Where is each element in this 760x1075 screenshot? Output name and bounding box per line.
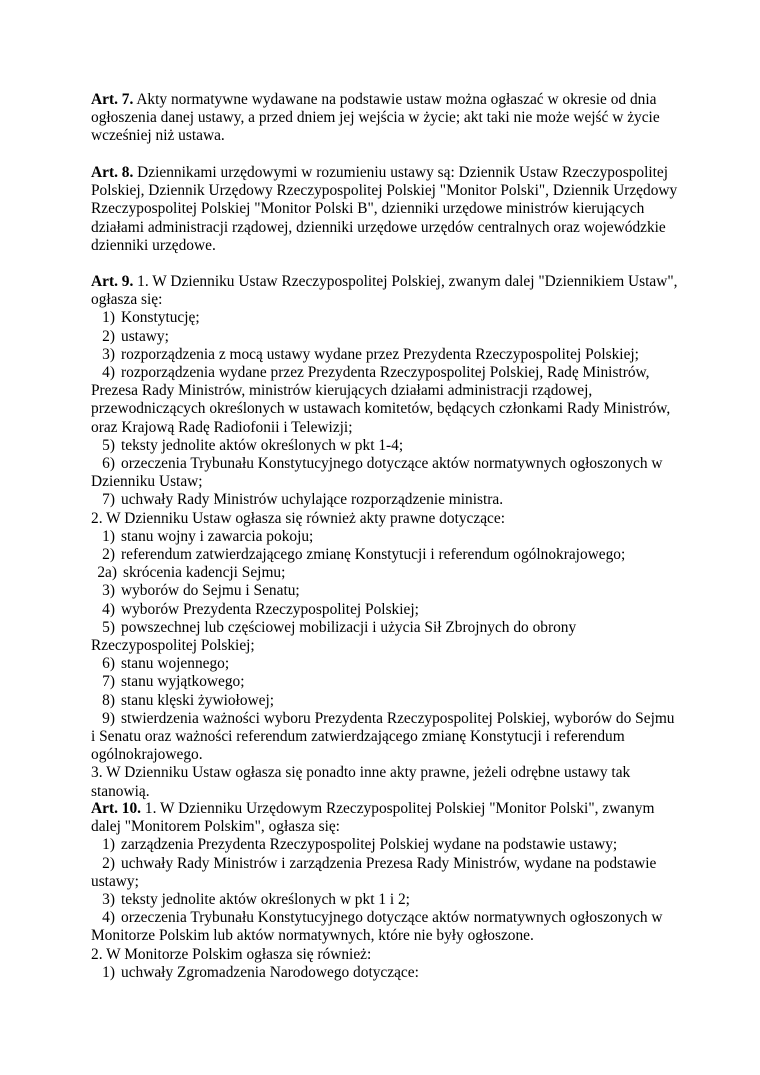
list-item: 1) zarządzenia Prezydenta Rzeczypospolitej Polskiej wydane na podstawie ustawy; [102, 836, 618, 854]
article-9-paragraph-3: 3. W Dzienniku Ustaw ogłasza się ponadto inne akty prawne, jeżeli odrębne ustawy tak stanowią. [91, 764, 631, 800]
list-item: 4) orzeczenia Trybunału Konstytucyjnego dotyczące aktów normatywnych ogłoszonych w Monitorze Polskim lub aktów normatywnych, które nie były ogłoszone. [91, 909, 663, 945]
article-10 [91, 800, 681, 982]
list-item: 7) uchwały Rady Ministrów uchylające rozporządzenie ministra. [102, 491, 504, 509]
article-7-paragraph [91, 91, 681, 146]
article-9 [91, 273, 681, 801]
list-item: 1) Konstytucję; [102, 309, 200, 327]
article-9-intro-text: 1. W Dzienniku Ustaw Rzeczypospolitej Polskiej, zwanym dalej "Dziennikiem Ustaw", ogłasza się: [91, 273, 678, 309]
list-item: 4) rozporządzenia wydane przez Prezydenta Rzeczypospolitej Polskiej, Radę Ministrów, Prezesa Rady Ministrów, ministrów kierujących działami administracji rządowej, przewodniczących określonych w ustawach komitetów, będących członkami Rady Ministrów, oraz Krajową Radę Radiofonii i Telewizji; [91, 364, 671, 436]
list-item: 3) rozporządzenia z mocą ustawy wydane przez Prezydenta Rzeczypospolitej Polskiej; [102, 345, 639, 363]
list-item: 1) stanu wojny i zawarcia pokoju; [102, 527, 314, 545]
list-item: 5) teksty jednolite aktów określonych w pkt 1-4; [102, 436, 404, 454]
article-7-label: Art. 7. [91, 91, 134, 108]
list-item: 6) orzeczenia Trybunału Konstytucyjnego dotyczące aktów normatywnych ogłoszonych w Dzienniku Ustaw; [91, 455, 663, 491]
article-10-intro-text: 1. W Dzienniku Urzędowym Rzeczypospolitej Polskiej "Monitor Polski", zwanym dalej "Monitorem Polskim", ogłasza się: [91, 800, 655, 836]
article-9-paragraph-2: 2. W Dzienniku Ustaw ogłasza się również akty prawne dotyczące: [91, 509, 505, 527]
article-10-list-1 [91, 836, 681, 945]
list-item: 2) ustawy; [102, 327, 169, 345]
article-10-label: Art. 10. [91, 800, 142, 817]
article-10-intro [91, 800, 681, 836]
article-9-list-2 [91, 528, 681, 765]
list-item: 9) stwierdzenia ważności wyboru Prezydenta Rzeczypospolitej Polskiej, wyborów do Sejmu i Senatu oraz ważności referendum zatwierdzającego zmianę Konstytucji i referendum ogólnokrajowego. [91, 709, 675, 764]
list-item: 5) powszechnej lub częściowej mobilizacji i użycia Sił Zbrojnych do obrony Rzeczypospolitej Polskiej; [91, 618, 577, 655]
article-9-list-1 [91, 309, 681, 509]
list-item: 2) uchwały Rady Ministrów i zarządzenia Prezesa Rady Ministrów, wydane na podstawie ustawy; [91, 854, 657, 890]
list-item: 3) teksty jednolite aktów określonych w pkt 1 i 2; [102, 891, 410, 909]
article-9-intro [91, 273, 681, 309]
article-7-text: Akty normatywne wydawane na podstawie ustaw można ogłaszać w okresie od dnia ogłoszenia danej ustawy, a przed dniem jej wejścia w życie; akt taki nie może wejść w życie wcześniej niż ustawa. [91, 91, 660, 145]
article-8-label: Art. 8. [91, 164, 134, 181]
list-item: 3) wyborów do Sejmu i Senatu; [102, 582, 300, 600]
list-item: 2) referendum zatwierdzającego zmianę Konstytucji i referendum ogólnokrajowego; [102, 546, 626, 564]
list-item: 4) wyborów Prezydenta Rzeczypospolitej Polskiej; [102, 600, 419, 618]
list-item: 8) stanu klęski żywiołowej; [102, 691, 275, 709]
list-item: 1) uchwały Zgromadzenia Narodowego dotyczące: [102, 963, 419, 981]
article-8-paragraph [91, 164, 681, 255]
article-9-label: Art. 9. [91, 273, 134, 290]
article-8 [91, 164, 681, 255]
list-item: 6) stanu wojennego; [102, 655, 230, 673]
list-item: 7) stanu wyjątkowego; [102, 673, 245, 691]
article-10-list-2 [91, 964, 681, 982]
list-item: 2a) skrócenia kadencji Sejmu; [97, 564, 286, 582]
article-8-text: Dziennikami urzędowymi w rozumieniu ustawy są: Dziennik Ustaw Rzeczypospolitej Polskiej, Dziennik Urzędowy Rzeczypospolitej Polskiej "Monitor Polski", Dziennik Urzędowy Rzeczypospolitej Polskiej "Monitor Polski B", dzienniki urzędowe ministrów kierujących działami administracji rządowej, dzienniki urzędowe urzędów centralnych oraz wojewódzkie dzienniki urzędowe. [91, 164, 678, 254]
article-7 [91, 91, 681, 146]
article-10-paragraph-2: 2. W Monitorze Polskim ogłasza się również: [91, 945, 372, 963]
